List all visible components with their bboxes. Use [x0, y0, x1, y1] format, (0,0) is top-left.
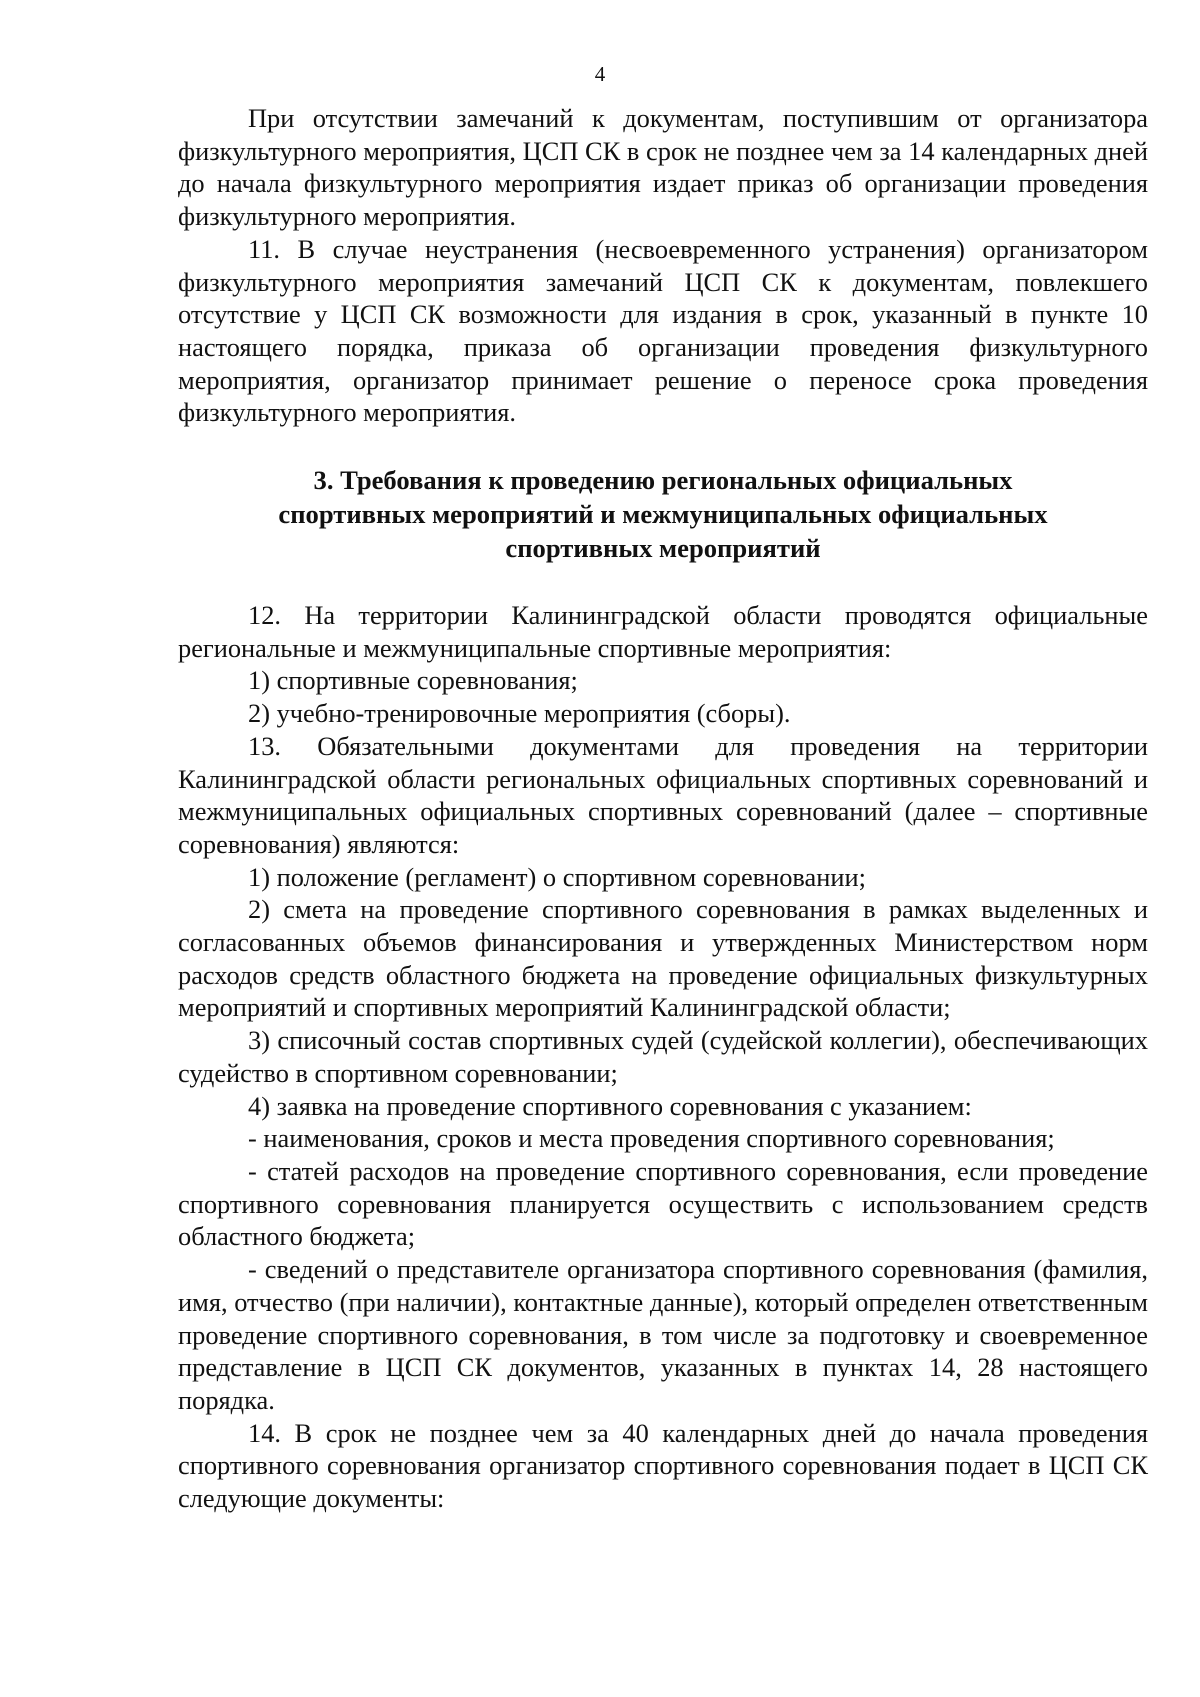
- list-item: 2) учебно-тренировочные мероприятия (сборы).: [248, 698, 791, 729]
- list-item: - статей расходов на проведение спортивного соревнования, если проведение спортивного соревнования планируется осуществить с использованием средств областного бюджета;: [178, 1155, 1148, 1252]
- list-item: 1) положение (регламент) о спортивном соревновании;: [248, 861, 866, 892]
- list-item: - наименования, сроков и места проведения спортивного соревнования;: [248, 1123, 1055, 1154]
- page-number: 4: [594, 62, 606, 86]
- list-item: 1) спортивные соревнования;: [248, 665, 578, 696]
- section-heading: [178, 463, 1148, 565]
- section-heading-line: 3. Требования к проведению региональных официальных: [313, 465, 1013, 496]
- list-item: - сведений о представителе организатора спортивного соревнования (фамилия, имя, отчество (при наличии), контактные данные), который определен ответственным проведение спортивного соревнования, в том числе за подготовку и своевременное представление в ЦСП СК документов, указанных в пунктах 14, 28 настоящего порядка.: [178, 1254, 1148, 1415]
- list-item: 2) смета на проведение спортивного соревнования в рамках выделенных и согласованных объемов финансирования и утвержденных Министерством норм расходов средств областного бюджета на проведение официальных физкультурных мероприятий и спортивных мероприятий Калининградской области;: [178, 894, 1148, 1023]
- section-heading-line: спортивных мероприятий: [505, 533, 821, 564]
- section-heading-line: спортивных мероприятий и межмуниципальных официальных: [278, 499, 1048, 530]
- paragraph-12: 12. На территории Калининградской области проводятся официальные региональные и межмуниципальные спортивные мероприятия:: [178, 600, 1148, 663]
- list-item: 3) списочный состав спортивных судей (судейской коллегии), обеспечивающих судейство в спортивном соревновании;: [178, 1025, 1148, 1088]
- paragraph-approval: При отсутствии замечаний к документам, поступившим от организатора физкультурного мероприятия, ЦСП СК в срок не позднее чем за 14 календарных дней до начала физкультурного мероприятия издает приказ об организации проведения физкультурного мероприятия.: [178, 103, 1148, 232]
- paragraph-11: 11. В случае неустранения (несвоевременного устранения) организатором физкультурного мероприятия замечаний ЦСП СК к документам, повлекшего отсутствие у ЦСП СК возможности для издания в срок, указанный в пункте 10 настоящего порядка, приказа об организации проведения физкультурного мероприятия, организатор принимает решение о переносе срока проведения физкультурного мероприятия.: [178, 233, 1148, 428]
- document-body: [178, 102, 1148, 1515]
- paragraph-13: 13. Обязательными документами для проведения на территории Калининградской области региональных официальных спортивных соревнований и межмуниципальных официальных спортивных соревнований (далее – спортивные соревнования) являются:: [178, 730, 1148, 859]
- list-item: 4) заявка на проведение спортивного соревнования с указанием:: [248, 1090, 972, 1121]
- paragraph-14: 14. В срок не позднее чем за 40 календарных дней до начала проведения спортивного соревнования организатор спортивного соревнования подает в ЦСП СК следующие документы:: [178, 1417, 1148, 1514]
